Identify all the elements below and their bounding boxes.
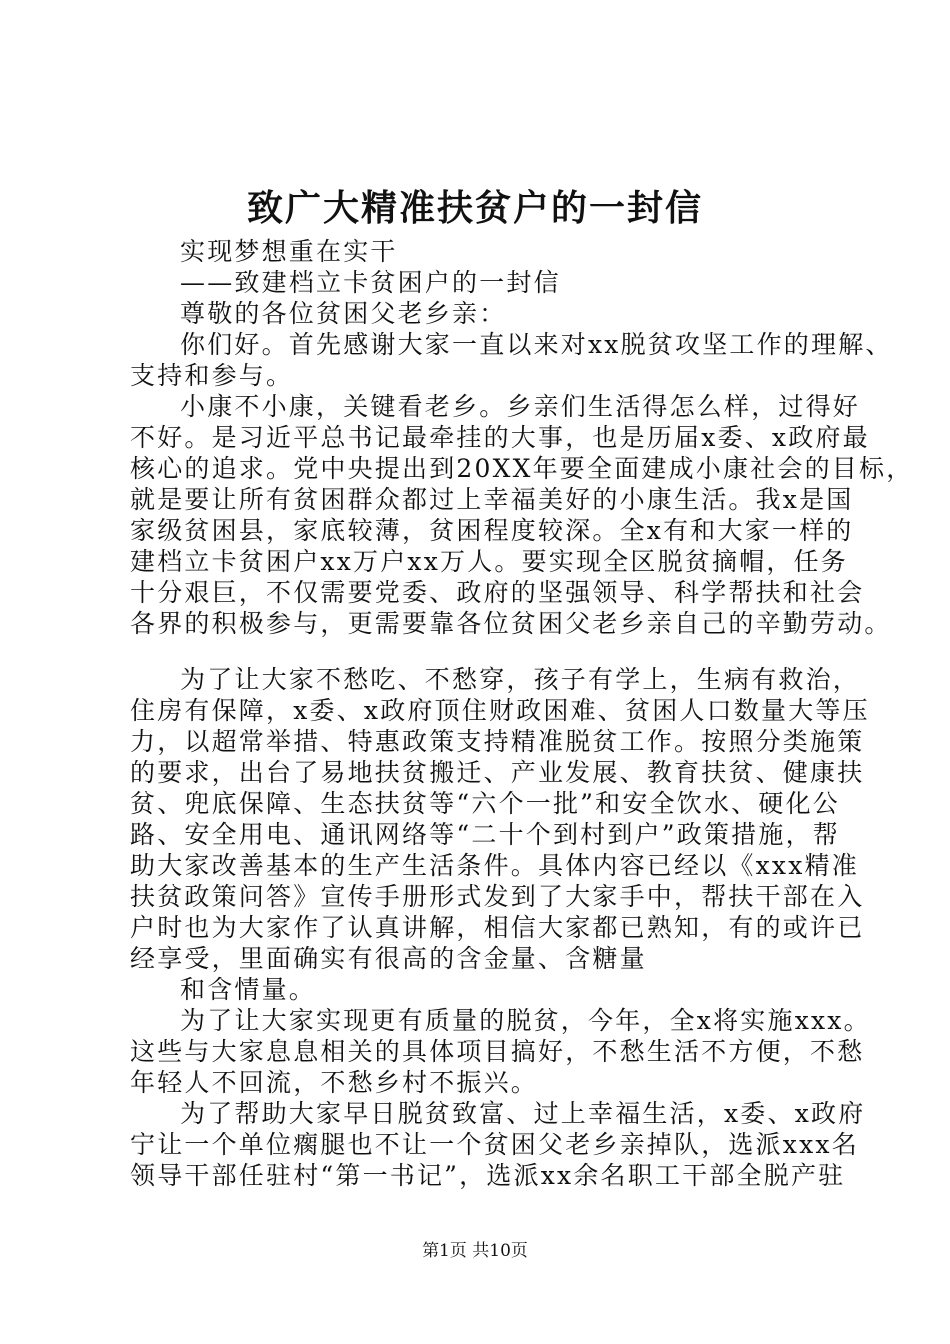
- body-line: 领导干部任驻村“第一书记”，选派xx余名职工干部全脱产驻: [130, 1161, 846, 1190]
- page-number-footer: 第1页 共10页: [422, 1241, 528, 1261]
- body-line: 住房有保障，x委、x政府顶住财政困难、贫困人口数量大等压: [130, 696, 870, 725]
- body-line: 年轻人不回流，不愁乡村不振兴。: [130, 1068, 539, 1097]
- body-line: 宁让一个单位瘸腿也不让一个贫困父老乡亲掉队，选派xxx名: [130, 1130, 859, 1159]
- body-line: 十分艰巨，不仅需要党委、政府的坚强领导、科学帮扶和社会: [130, 578, 865, 607]
- body-line: 小康不小康，关键看老乡。乡亲们生活得怎么样，过得好: [180, 392, 861, 421]
- body-line: 核心的追求。党中央提出到20XX年要全面建成小康社会的目标，: [130, 454, 914, 483]
- body-line: 为了帮助大家早日脱贫致富、过上幸福生活，x委、x政府: [180, 1099, 866, 1128]
- subtitle-line: 实现梦想重在实干: [180, 237, 398, 266]
- body-line: 扶贫政策问答》宣传手册形式发到了大家手中，帮扶干部在入: [130, 882, 865, 911]
- body-line: 的要求，出台了易地扶贫搬迁、产业发展、教育扶贫、健康扶: [130, 758, 865, 787]
- body-line: 为了让大家实现更有质量的脱贫，今年，全x将实施xxx。: [180, 1006, 871, 1035]
- body-line: 助大家改善基本的生产生活条件。具体内容已经以《xxx精准: [130, 851, 859, 880]
- body-line: 贫、兜底保障、生态扶贫等“六个一批”和安全饮水、硬化公: [130, 789, 840, 818]
- body-line: 力，以超常举措、特惠政策支持精准脱贫工作。按照分类施策: [130, 727, 865, 756]
- body-line: 各界的积极参与，更需要靠各位贫困父老乡亲自己的辛勤劳动。: [130, 609, 892, 638]
- body-line: 为了让大家不愁吃、不愁穿，孩子有学上，生病有救治，: [180, 665, 861, 694]
- body-line: 就是要让所有贫困群众都过上幸福美好的小康生活。我x是国: [130, 485, 854, 514]
- body-line: 支持和参与。: [130, 361, 294, 390]
- body-line: 不好。是习近平总书记最牵挂的大事，也是历届x委、x政府最: [130, 423, 870, 452]
- body-line: 这些与大家息息相关的具体项目搞好，不愁生活不方便，不愁: [130, 1037, 865, 1066]
- subtitle-line: ——致建档立卡贫困户的一封信: [180, 268, 561, 297]
- body-line: 家级贫困县，家底较薄，贫困程度较深。全x有和大家一样的: [130, 516, 854, 545]
- body-line: 户时也为大家作了认真讲解，相信大家都已熟知，有的或许已: [130, 913, 865, 942]
- body-line: 你们好。首先感谢大家一直以来对xx脱贫攻坚工作的理解、: [180, 330, 893, 359]
- salutation-line: 尊敬的各位贫困父老乡亲：: [180, 299, 507, 328]
- body-line: 路、安全用电、通讯网络等“二十个到村到户”政策措施，帮: [130, 820, 840, 849]
- body-line: 建档立卡贫困户xx万户xx万人。要实现全区脱贫摘帽，任务: [130, 547, 848, 576]
- document-title: 致广大精准扶贫户的一封信: [246, 187, 703, 229]
- body-line: 和含情量。: [180, 975, 317, 1004]
- body-line: 经享受，里面确实有很高的含金量、含糖量: [130, 944, 647, 973]
